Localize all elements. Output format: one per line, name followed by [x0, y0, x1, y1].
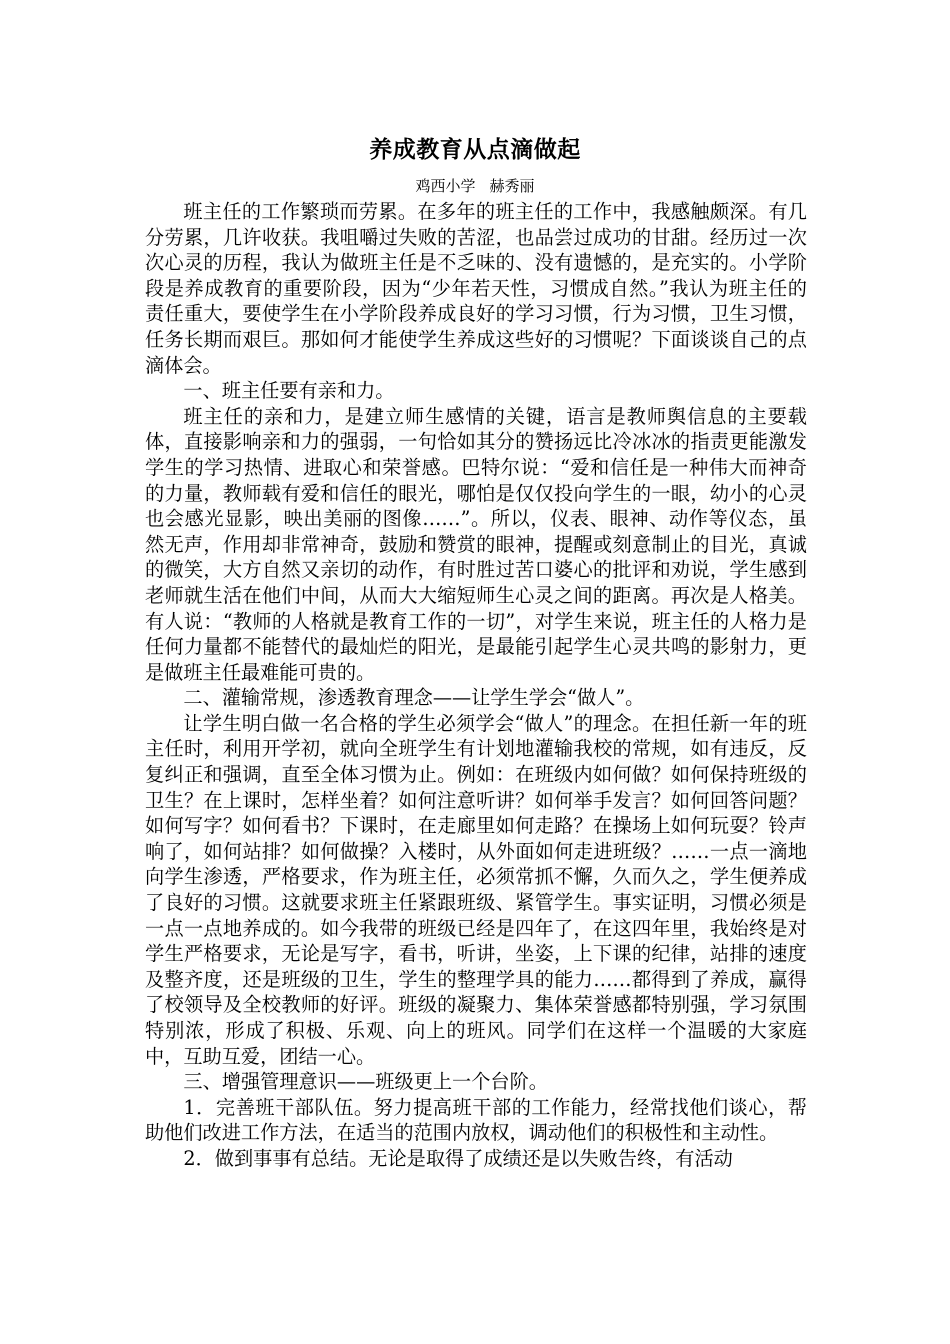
document-title: 养成教育从点滴做起	[369, 136, 581, 163]
author-line	[0, 175, 950, 197]
author-school: 鸡西小学	[415, 177, 476, 195]
section-heading-2: 二、灌输常规，渗透教育理念——让学生学会“做人”。	[183, 686, 645, 710]
list-item-1: 1．完善班干部队伍。努力提高班干部的工作能力，经常找他们谈心，帮助他们改进工作方法，在适当的范围内放权，调动他们的积极性和主动性。	[145, 1095, 807, 1145]
paragraph-section-2: 让学生明白做一名合格的学生必须学会“做人”的理念。在担任新一年的班主任时，利用开学初，就向全班学生有计划地灌输我校的常规，如有违反，反复纠正和强调，直至全体习惯为止。例如：在班级内如何做？如何保持班级的卫生？在上课时，怎样坐着？如何注意听讲？如何举手发言？如何回答问题？如何写字？如何看书？下课时，在走廊里如何走路？在操场上如何玩耍？铃声响了，如何站排？如何做操？入楼时，从外面如何走进班级？……一点一滴地向学生渗透，严格要求，作为班主任，必须常抓不懈，久而久之，学生便养成了良好的习惯。这就要求班主任紧跟班级、紧管学生。事实证明，习惯必须是一点一点地养成的。如今我带的班级已经是四年了，在这四年里，我始终是对学生严格要求，无论是写字，看书，听讲，坐姿，上下课的纪律，站排的速度及整齐度，还是班级的卫生，学生的整理学具的能力……都得到了养成，赢得了校领导及全校教师的好评。班级的凝聚力、集体荣誉感都特别强，学习氛围特别浓，形成了积极、乐观、向上的班风。同学们在这样一个温暖的大家庭中，互助互爱，团结一心。	[145, 711, 807, 1068]
document-body	[145, 199, 807, 1172]
author-name: 赫秀丽	[489, 177, 535, 195]
paragraph-section-1: 班主任的亲和力，是建立师生感情的关键，语言是教师舆信息的主要载体，直接影响亲和力的强弱，一句恰如其分的赞扬远比冷冰冰的指责更能激发学生的学习热情、进取心和荣誉感。巴特尔说：“爱和信任是一种伟大而神奇的力量，教师载有爱和信任的眼光，哪怕是仅仅投向学生的一眼，幼小的心灵也会感光显影，映出美丽的图像……”。所以，仪表、眼神、动作等仪态，虽然无声，作用却非常神奇，鼓励和赞赏的眼神，提醒或刻意制止的目光，真诚的微笑，大方自然又亲切的动作，有时胜过苦口婆心的批评和劝说，学生感到老师就生活在他们中间，从而大大缩短师生心灵之间的距离。再次是人格美。有人说：“教师的人格就是教育工作的一切”，对学生来说，班主任的人格力是任何力量都不能替代的最灿烂的阳光，是最能引起学生心灵共鸣的影射力，更是做班主任最难能可贵的。	[145, 404, 807, 684]
section-heading-1: 一、班主任要有亲和力。	[183, 379, 395, 403]
section-heading-3: 三、增强管理意识——班级更上一个台阶。	[183, 1070, 548, 1094]
paragraph-intro: 班主任的工作繁琐而劳累。在多年的班主任的工作中，我感触颇深。有几分劳累，几许收获。我咀嚼过失败的苦涩，也品尝过成功的甘甜。经历过一次次心灵的历程，我认为做班主任是不乏味的、没有遗憾的，是充实的。小学阶段是养成教育的重要阶段，因为“少年若天性，习惯成自然。”我认为班主任的责任重大，要使学生在小学阶段养成良好的学习习惯，行为习惯，卫生习惯，任务长期而艰巨。那如何才能使学生养成这些好的习惯呢？下面谈谈自己的点滴体会。	[145, 200, 807, 377]
list-item-2: 2．做到事事有总结。无论是取得了成绩还是以失败告终，有活动	[183, 1146, 733, 1170]
